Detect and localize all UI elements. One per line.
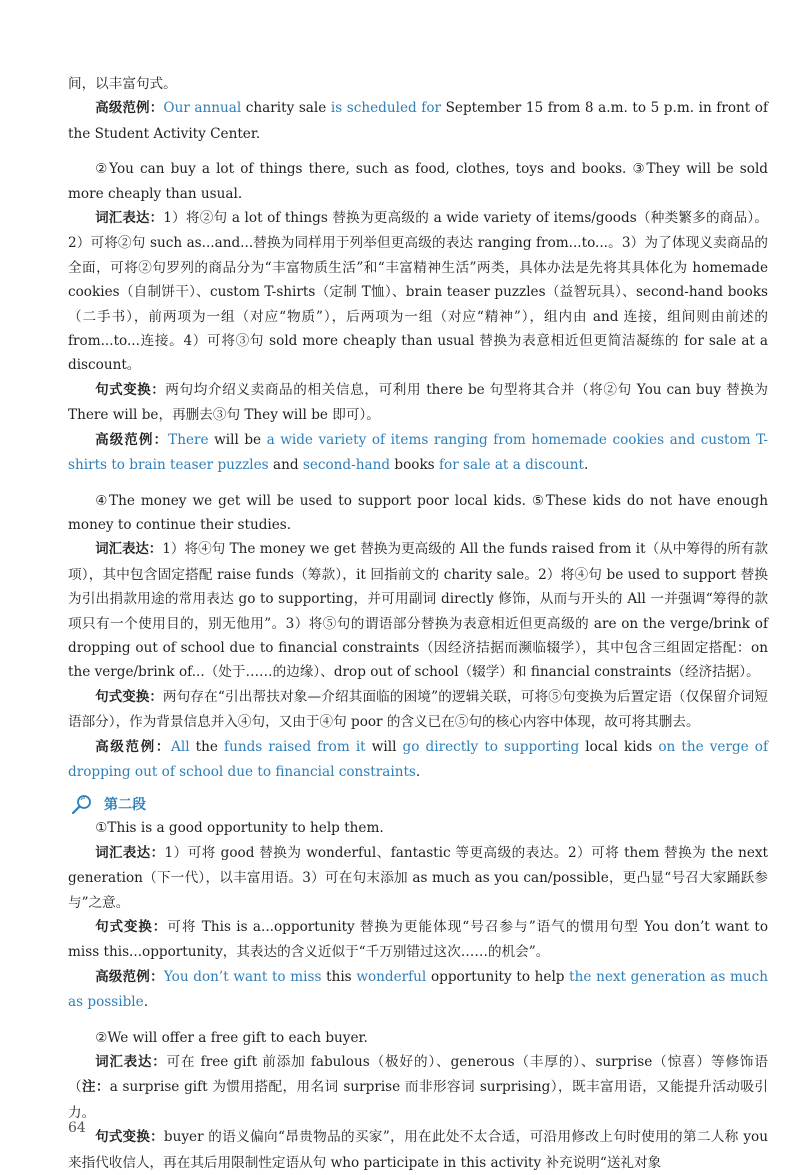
highlight-text: wonderful (356, 968, 427, 985)
advanced-example-4 (68, 965, 768, 1015)
highlight-text: go directly to supporting (402, 738, 580, 755)
vocab-text: a surprise gift 为惯用搭配，用名词 surprise 而非形容词 surprising），既丰富用语，又能提升活动吸引力。 (68, 1079, 769, 1121)
page-content (68, 72, 768, 1175)
label-advanced-example: 高级范例： (95, 432, 169, 448)
plain-text: will (365, 738, 403, 755)
label-vocab-expression: 词汇表达： (95, 211, 164, 227)
highlight-text: Our annual (163, 100, 242, 117)
highlight-text: You don’t want to miss (163, 968, 322, 985)
vocab-expression-4 (68, 1050, 768, 1125)
plain-text: this (321, 968, 357, 985)
original-sentence-2: ②We will offer a free gift to each buyer. (95, 1029, 368, 1046)
plain-text: and (268, 457, 303, 474)
highlight-text: the next generation as much as possible (68, 968, 769, 1011)
highlight-text: on the verge of dropping out of school due to financial constraints (68, 738, 769, 780)
section-title: 第二段 (104, 797, 146, 814)
sentence-transform-2 (68, 685, 768, 735)
plain-text: . (415, 763, 421, 780)
label-sentence-transform: 句式变换： (95, 1130, 164, 1146)
transform-text: 可将 This is a...opportunity 替换为更能体现“号召参与”语气的惯用句型 You don’t want to miss this...opportunity，其表达的含义近似于“千万别错过这次……的机会”。 (68, 919, 769, 961)
highlight-text: is scheduled for (330, 100, 442, 117)
label-vocab-expression: 词汇表达： (95, 1055, 167, 1071)
plain-text: will be (208, 431, 267, 448)
highlight-text: second-hand (302, 457, 391, 474)
vocab-text: 1）将④句 The money we get 替换为更高级的 All the funds raised from it（从中筹得的所有款项），其中包含固定搭配 raise funds（筹款），it 回指前文的 charity sale。2）将④句 be used to support 替换为引出捐款用途的常用表达 go to supporting，并可用副词 directly 修饰，从而与开头的 All 一并强调“筹得的款项只有一个使用目的，别无他用”。3）将⑤句的谓语部分替换为表意相近但更高级的 are on the verge/brink of dropping out of school due to financial constraints（因经济拮据而濒临辍学），其中包含三组固定搭配：on the verge/brink of...（处于……的边缘）、drop out of school（辍学）和 financial constraints（经济拮据）。 (68, 541, 768, 681)
plain-text: charity sale (241, 100, 331, 117)
plain-text: opportunity to help (426, 968, 570, 985)
label-vocab-expression: 词汇表达： (95, 542, 163, 558)
vocab-text: 可在 free gift 前添加 fabulous（极好的）、generous（丰厚的）、surprise（惊喜）等修饰语（ (68, 1054, 768, 1096)
label-sentence-transform: 句式变换： (95, 382, 166, 398)
sentence-transform-3 (68, 915, 768, 965)
advanced-example-2 (68, 428, 768, 478)
vocab-text: 1）可将 good 替换为 wonderful、fantastic 等更高级的表达。2）可将 them 替换为 the next generation（下一代），以丰富用语。3）可在句末添加 as much as you can/possible，更凸显“号召大家踊跃参与”之意。 (68, 844, 769, 911)
label-note: 注： (82, 1080, 110, 1096)
vocab-expression-1 (68, 206, 768, 378)
vocab-expression-3 (68, 841, 768, 915)
highlight-text: There (168, 431, 209, 448)
label-advanced-example: 高级范例： (95, 739, 172, 755)
vocab-text: 1）将②句 a lot of things 替换为更高级的 a wide variety of items/goods（种类繁多的商品）。2）可将②句 such as...and...替换为同样用于列举但更高级的表达 ranging from...to...。3）为了体现义卖商品的全面，可将②句罗列的商品分为“丰富物质生活”和“丰富精神生活”两类，具体办法是先将其具体化为 homemade cookies（自制饼干）、custom T-shirts（定制 T恤）、brain teaser puzzles（益智玩具）、second-hand books（二手书），前两项为一组（对应“物质”），后两项为一组（对应“精神”），组内由 and 连接，组间则由前述的 from...to...连接。4）可将③句 sold more cheaply than usual 替换为表意相近但更简洁凝练的 for sale at a discount。 (68, 210, 768, 374)
plain-text: September 15 from 8 a.m. to 5 p.m. in front of the Student Activity Center. (68, 100, 769, 142)
transform-text: 两句存在“引出帮扶对象—介绍其面临的困境”的逻辑关联，可将⑤句变换为后置定语（仅保留介词短语部分），作为背景信息并入④句，又由于④句 poor 的含义已在⑤句的核心内容中体现，故可将其删去。 (68, 688, 768, 731)
original-sentences-2-3: ②You can buy a lot of things there, such as food, clothes, toys and books. ③They will be sold more cheaply than usual. (68, 161, 768, 202)
plain-text: . (143, 994, 149, 1011)
sentence-transform-4 (68, 1125, 768, 1175)
transform-text: buyer 的语义偏向“昂贵物品的买家”，用在此处不太合适，可沿用修改上句时使用的第二人称 you 来指代收信人，再在其后用限制性定语从句 who participate in this activity 补充说明“送礼对象 (68, 1129, 768, 1171)
transform-text: 两句均介绍义卖商品的相关信息，可利用 there be 句型将其合并（将②句 You can buy 替换为 There will be，再删去③句 They will be 即可）。 (68, 381, 769, 424)
plain-text: . (583, 457, 589, 474)
vocab-expression-2 (68, 537, 768, 684)
label-advanced-example: 高级范例： (95, 101, 164, 117)
highlight-text: for sale at a discount (438, 457, 584, 474)
paragraph-continuation: 间，以丰富句式。 (68, 76, 177, 92)
advanced-example-3 (68, 735, 768, 785)
label-sentence-transform: 句式变换： (95, 920, 168, 935)
original-sentences-4-5: ④The money we get will be used to support poor local kids. ⑤These kids do not have enough money to continue their studies. (68, 492, 768, 533)
highlight-text: a wide variety of items ranging from homemade cookies and custom T-shirts to brain teaser puzzles (68, 431, 769, 474)
label-advanced-example: 高级范例： (95, 969, 164, 985)
magnifier-icon (68, 794, 96, 814)
label-vocab-expression: 词汇表达： (95, 845, 165, 861)
plain-text: the (189, 738, 225, 755)
highlight-text: funds raised from it (224, 738, 366, 755)
highlight-text: All (171, 738, 190, 755)
advanced-example-1 (68, 96, 768, 146)
page-number: 64 (68, 1120, 86, 1136)
original-sentence-1: ①This is a good opportunity to help them. (95, 820, 384, 837)
sentence-transform-1 (68, 378, 768, 428)
plain-text: local kids (579, 738, 659, 755)
section-heading-2 (68, 792, 768, 816)
plain-text: books (390, 457, 439, 474)
label-sentence-transform: 句式变换： (95, 689, 163, 705)
